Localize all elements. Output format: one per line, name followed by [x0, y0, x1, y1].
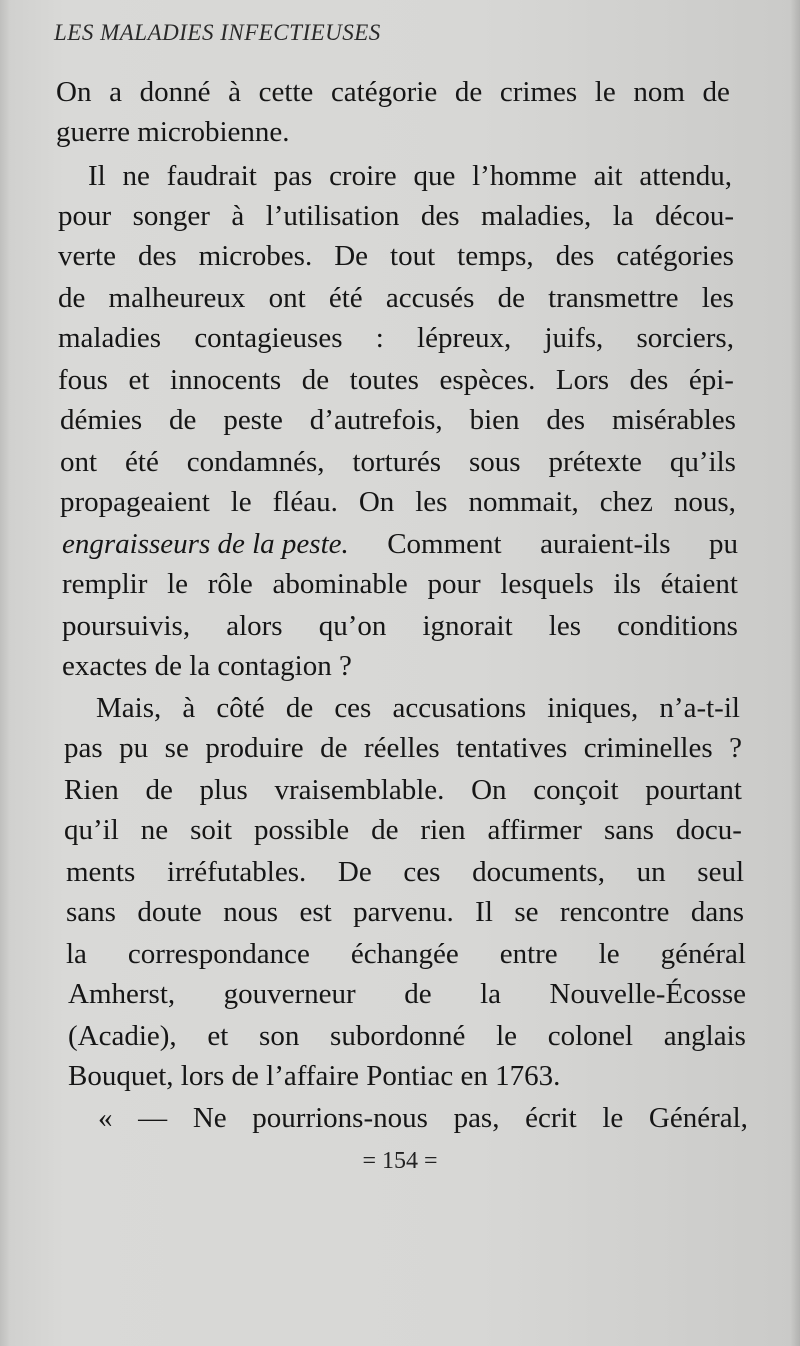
word: décou-: [655, 200, 734, 232]
word: des: [629, 364, 669, 396]
word: pour: [427, 568, 481, 600]
text-line: [60, 442, 736, 482]
word: pourrions-nous: [252, 1102, 428, 1134]
word: de: [301, 364, 330, 396]
word: étaient: [660, 568, 738, 600]
word: doute: [137, 896, 202, 928]
text-line: [64, 810, 742, 850]
word: remplir: [62, 568, 148, 600]
word: On: [358, 486, 395, 518]
italic-phrase: engraisseurs de la peste.: [62, 528, 349, 560]
word: ignorait: [422, 610, 513, 642]
text-line: [56, 72, 730, 112]
word: de: [169, 404, 197, 436]
word: tout: [390, 240, 436, 272]
word: Mais,: [96, 692, 162, 724]
text-line: Bouquet, lors de l’affaire Pontiac en 1763.: [68, 1060, 561, 1092]
word: Nouvelle-Écosse: [549, 978, 746, 1010]
word: seul: [697, 856, 744, 888]
word: la: [612, 200, 634, 232]
text-line: [64, 770, 742, 810]
word: qu’il: [64, 814, 119, 846]
word: conditions: [617, 610, 738, 642]
word: anglais: [663, 1020, 746, 1052]
word: croire: [329, 160, 397, 192]
word: rencontre: [559, 896, 670, 928]
word: faudrait: [166, 160, 257, 192]
word: n’a-t-il: [659, 692, 740, 724]
word: pourtant: [645, 774, 742, 806]
word: se: [164, 732, 189, 764]
word: maladies,: [480, 200, 592, 232]
word: de: [58, 282, 86, 314]
text-line: [58, 318, 734, 358]
word: :: [375, 322, 384, 354]
word: ont: [60, 446, 98, 478]
word: temps,: [457, 240, 534, 272]
word: subordonné: [330, 1020, 466, 1052]
word: De: [334, 240, 369, 272]
word: lépreux,: [417, 322, 512, 354]
word: crimes: [499, 76, 578, 108]
word: sorciers,: [636, 322, 734, 354]
text-line: [66, 892, 744, 932]
word: de: [404, 978, 432, 1010]
word: son: [259, 1020, 300, 1052]
text-line: [58, 278, 734, 318]
word: documents,: [472, 856, 605, 888]
word: démies: [60, 404, 143, 436]
word: de: [371, 814, 399, 846]
word: ne: [122, 160, 150, 192]
word: auraient-ils: [540, 528, 671, 560]
text-line: [64, 728, 742, 768]
page-left-edge-shadow: [0, 0, 10, 1346]
word: nous: [223, 896, 279, 928]
word: ont: [268, 282, 306, 314]
word: pu: [119, 732, 149, 764]
word: de: [320, 732, 348, 764]
word: et: [128, 364, 150, 396]
word: sans: [66, 896, 116, 928]
word: iniques,: [547, 692, 639, 724]
word: se: [514, 896, 539, 928]
word: bien: [469, 404, 520, 436]
word: accusations: [392, 692, 527, 724]
word: des: [420, 200, 460, 232]
word: les: [548, 610, 581, 642]
word: condamnés,: [186, 446, 325, 478]
word: nous,: [673, 486, 736, 518]
text-line: [58, 196, 734, 236]
word: misérables: [611, 404, 736, 436]
word: peste: [223, 404, 283, 436]
word: catégorie: [330, 76, 438, 108]
word: cette: [258, 76, 314, 108]
word: l’homme: [472, 160, 577, 192]
word: de: [702, 76, 730, 108]
word: qu’on: [318, 610, 387, 642]
word: affirmer: [487, 814, 582, 846]
word: entre: [499, 938, 558, 970]
text-line: [98, 1098, 748, 1138]
word: correspondance: [127, 938, 310, 970]
word: accusés: [385, 282, 475, 314]
word: attendu,: [639, 160, 732, 192]
word: que: [413, 160, 456, 192]
text-line: [88, 156, 732, 196]
running-head: LES MALADIES INFECTIEUSES: [54, 20, 381, 45]
word: Il: [88, 160, 106, 192]
word: fous: [58, 364, 108, 396]
word: des: [555, 240, 595, 272]
word: rôle: [207, 568, 253, 600]
word: fléau.: [272, 486, 338, 518]
word: verte: [58, 240, 116, 272]
text-line: [62, 606, 738, 646]
text-line: [58, 236, 734, 276]
word: Rien: [64, 774, 119, 806]
text-line: [62, 524, 738, 564]
word: la: [66, 938, 87, 970]
page-right-edge-shadow: [790, 0, 800, 1346]
word: gouverneur: [223, 978, 356, 1010]
word: à: [228, 76, 241, 108]
word: microbes.: [198, 240, 313, 272]
text-line: [66, 934, 746, 974]
word: Lors: [555, 364, 610, 396]
text-line: [68, 974, 746, 1014]
word: abominable: [272, 568, 408, 600]
word: d’autrefois,: [309, 404, 443, 436]
word: les: [701, 282, 734, 314]
word: catégories: [616, 240, 734, 272]
text-line: [66, 852, 744, 892]
word: de: [454, 76, 483, 108]
word: pour: [58, 200, 112, 232]
word: produire: [205, 732, 304, 764]
word: des: [546, 404, 586, 436]
word: De: [337, 856, 372, 888]
word: été: [125, 446, 159, 478]
word: torturés: [352, 446, 442, 478]
text-line: [60, 482, 736, 522]
word: le: [594, 76, 616, 108]
word: qu’ils: [669, 446, 736, 478]
word: «: [98, 1102, 113, 1134]
word: dans: [690, 896, 744, 928]
text-line: [62, 564, 738, 604]
word: On: [471, 774, 507, 806]
word: ?: [729, 732, 742, 764]
word: soit: [190, 814, 233, 846]
word: malheureux: [108, 282, 246, 314]
text-line: [58, 360, 734, 400]
word: lesquels: [500, 568, 594, 600]
word: ils: [613, 568, 641, 600]
word: pas,: [453, 1102, 500, 1134]
word: vraisemblable.: [274, 774, 445, 806]
word: Général,: [648, 1102, 748, 1134]
word: colonel: [547, 1020, 634, 1052]
word: ait: [593, 160, 623, 192]
word: parvenu.: [353, 896, 454, 928]
word: propageaient: [60, 486, 210, 518]
word: Ne: [192, 1102, 227, 1134]
word: Comment: [387, 528, 502, 560]
word: sous: [469, 446, 521, 478]
word: des: [137, 240, 177, 272]
word: maladies: [58, 322, 162, 354]
word: un: [636, 856, 666, 888]
word: le: [496, 1020, 517, 1052]
page-number: = 154 =: [362, 1148, 438, 1174]
word: pas: [273, 160, 313, 192]
word: a: [109, 76, 122, 108]
word: Amherst,: [68, 978, 176, 1010]
text-line: guerre microbienne.: [56, 116, 290, 148]
word: innocents: [170, 364, 282, 396]
word: épi-: [688, 364, 734, 396]
word: écrit: [525, 1102, 577, 1134]
word: contagieuses: [194, 322, 343, 354]
word: de: [285, 692, 314, 724]
word: de: [145, 774, 173, 806]
word: alors: [226, 610, 283, 642]
word: à: [231, 200, 245, 232]
word: Il: [475, 896, 493, 928]
word: pas: [64, 732, 103, 764]
word: sans: [603, 814, 654, 846]
word: prétexte: [548, 446, 642, 478]
text-line: [68, 1016, 746, 1056]
text-line: [96, 688, 740, 728]
word: à: [182, 692, 196, 724]
word: ces: [403, 856, 441, 888]
word: le: [598, 938, 620, 970]
word: poursuivis,: [62, 610, 191, 642]
word: rien: [420, 814, 466, 846]
word: côté: [216, 692, 265, 724]
word: ces: [334, 692, 372, 724]
word: général: [660, 938, 746, 970]
word: nommait,: [468, 486, 579, 518]
word: échangée: [350, 938, 459, 970]
word: criminelles: [583, 732, 713, 764]
word: la: [480, 978, 501, 1010]
word: juifs,: [544, 322, 604, 354]
word: nom: [633, 76, 685, 108]
word: de: [497, 282, 525, 314]
word: irréfutables.: [166, 856, 307, 888]
word: possible: [254, 814, 350, 846]
word: On: [56, 76, 92, 108]
word: —: [138, 1102, 168, 1134]
word: toutes: [349, 364, 419, 396]
word: songer: [132, 200, 210, 232]
word: le: [602, 1102, 624, 1134]
word: réelles: [363, 732, 440, 764]
word: l’utilisation: [265, 200, 400, 232]
text-line: exactes de la contagion ?: [62, 650, 352, 682]
word: espèces.: [439, 364, 536, 396]
text-line: [60, 400, 736, 440]
word: pu: [709, 528, 738, 560]
word: docu-: [675, 814, 742, 846]
word: les: [415, 486, 448, 518]
word: ments: [66, 856, 136, 888]
word: est: [299, 896, 332, 928]
word: été: [328, 282, 363, 314]
word: conçoit: [533, 774, 619, 806]
word: chez: [599, 486, 653, 518]
word: et: [207, 1020, 229, 1052]
word: tentatives: [456, 732, 568, 764]
word: donné: [139, 76, 211, 108]
word: ne: [140, 814, 169, 846]
word: le: [230, 486, 252, 518]
word: transmettre: [548, 282, 679, 314]
word: (Acadie),: [68, 1020, 177, 1052]
word: plus: [199, 774, 248, 806]
word: le: [167, 568, 188, 600]
